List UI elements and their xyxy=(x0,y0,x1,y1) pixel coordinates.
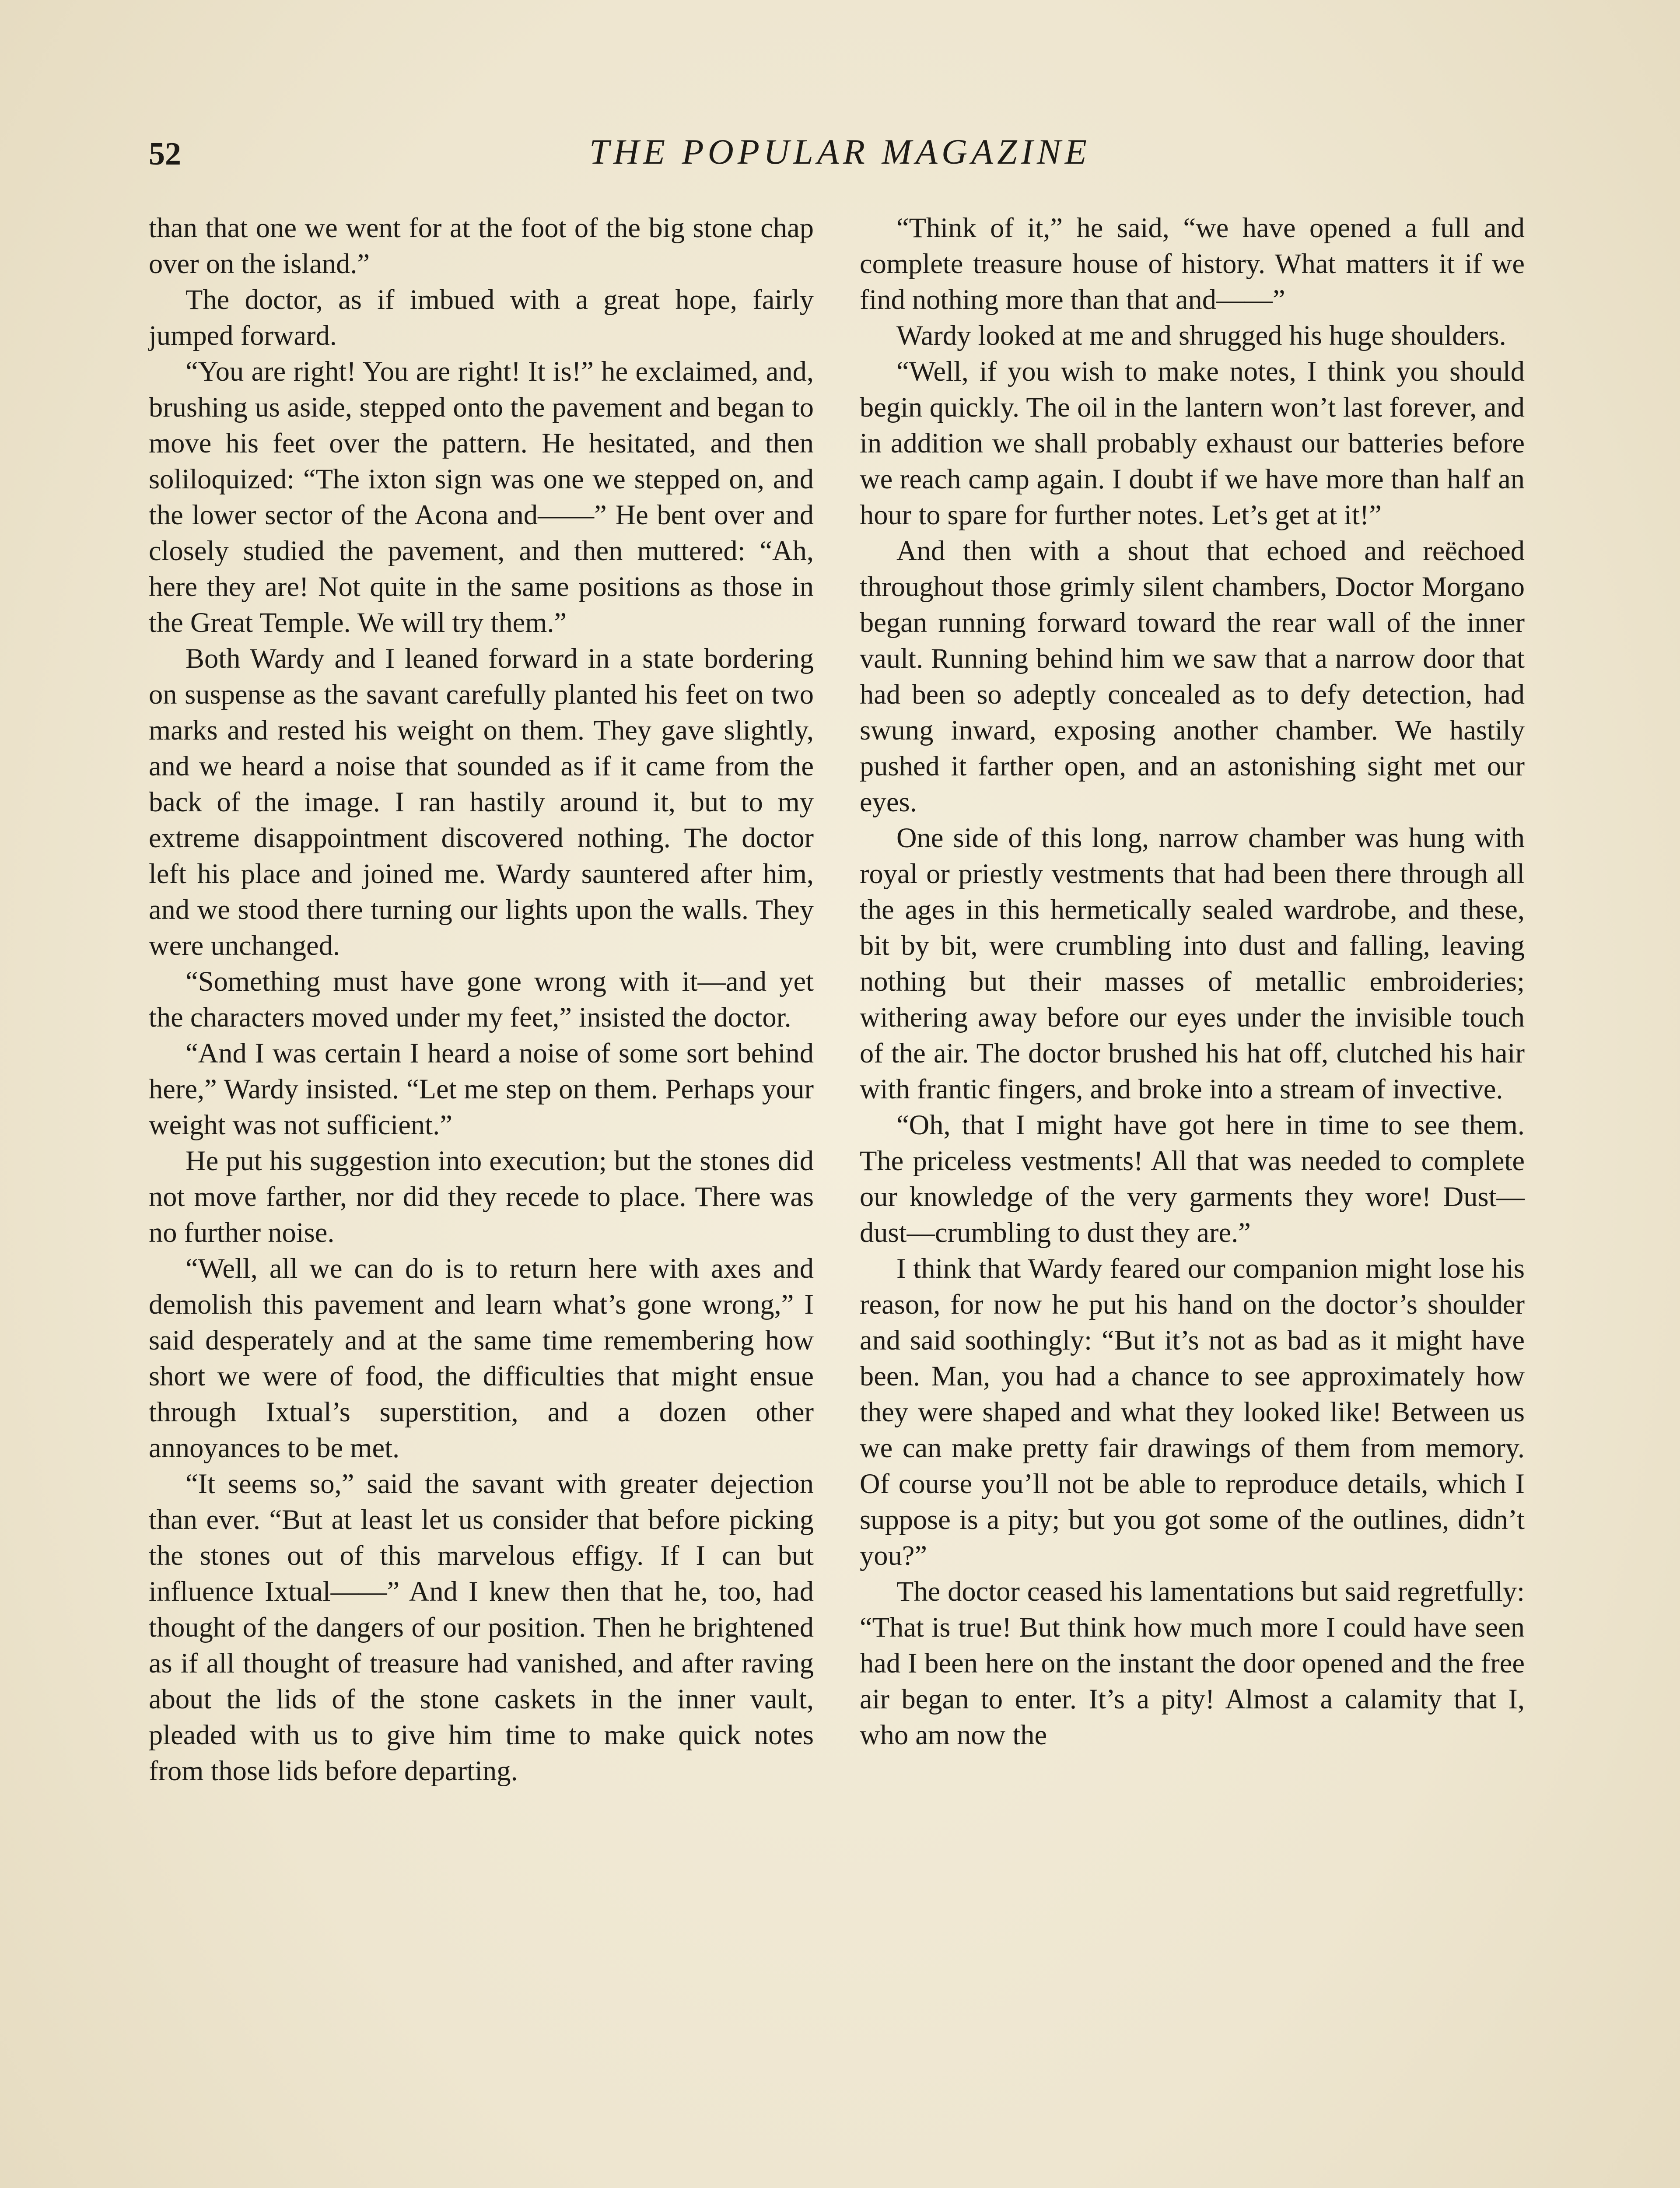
paragraph: I think that Wardy feared our companion might lose his reason, for now he put his hand on the doctor’s shoulder and said soothingly: “But it’s not as bad as it might have been. Man, you had a chance to see approximately how they were shaped and what they looked like! Between us we can make pretty fair drawings of them from memory. Of course you’ll not be able to reproduce details, which I suppose is a pity; but you got some of the outlines, didn’t you?” xyxy=(860,1253,1525,1571)
paragraph: Wardy looked at me and shrugged his huge shoulders. xyxy=(896,320,1506,351)
paragraph: “Well, if you wish to make notes, I think you should begin quickly. The oil in the lantern won’t last forever, and in addition we shall probably exhaust our batteries before we reach camp again. I doubt if we have more than half an hour to spare for further notes. Let’s get at it!” xyxy=(860,356,1525,530)
paragraph: He put his suggestion into execution; but the stones did not move farther, nor did they recede to place. There was no further noise. xyxy=(149,1145,814,1248)
paragraph: “And I was certain I heard a noise of some sort behind here,” Wardy insisted. “Let me step on them. Perhaps your weight was not sufficient.” xyxy=(149,1038,814,1140)
paragraph: “Oh, that I might have got here in time to see them. The priceless vestments! All that was needed to complete our knowledge of the very garments they wore! Dust—dust—crumbling to dust they are.” xyxy=(860,1109,1525,1248)
right-text-column xyxy=(860,210,1525,1753)
paragraph: “Something must have gone wrong with it—and yet the characters moved under my feet,” insisted the doctor. xyxy=(149,966,814,1033)
paragraph: “It seems so,” said the savant with greater dejection than ever. “But at least let us consider that before picking the stones out of this marvelous effigy. If I can but influence Ixtual——” And I knew then that he, too, had thought of the dangers of our position. Then he brightened as if all thought of treasure had vanished, and after raving about the lids of the stone caskets in the inner vault, pleaded with us to give him time to make quick notes from those lids before departing. xyxy=(149,1468,814,1786)
left-text-column xyxy=(149,210,814,1789)
paragraph: than that one we went for at the foot of the big stone chap over on the island.” xyxy=(149,212,814,279)
paragraph: Both Wardy and I leaned forward in a state bordering on suspense as the savant carefully planted his feet on two marks and rested his weight on them. They gave slightly, and we heard a noise that sounded as if it came from the back of the image. I ran hastily around it, but to my extreme disappointment discovered nothing. The doctor left his place and joined me. Wardy sauntered after him, and we stood there turning our lights upon the walls. They were unchanged. xyxy=(149,643,814,961)
paragraph: One side of this long, narrow chamber was hung with royal or priestly vestments that had been there through all the ages in this hermetically sealed wardrobe, and these, bit by bit, were crumbling into dust and falling, leaving nothing but their masses of metallic embroideries; withering away before our eyes under the invisible touch of the air. The doctor brushed his hat off, clutched his hair with frantic fingers, and broke into a stream of invective. xyxy=(860,822,1525,1105)
paragraph: The doctor, as if imbued with a great hope, fairly jumped forward. xyxy=(149,284,814,351)
paragraph: The doctor ceased his lamentations but said regretfully: “That is true! But think how much more I could have seen had I been here on the instant the door opened and the free air began to enter. It’s a pity! Almost a calamity that I, who am now the xyxy=(860,1576,1525,1750)
paragraph: “Well, all we can do is to return here with axes and demolish this pavement and learn what’s gone wrong,” I said desperately and at the same time remembering how short we were of food, the difficulties that might ensue through Ixtual’s superstition, and a dozen other annoyances to be met. xyxy=(149,1253,814,1463)
page-number: 52 xyxy=(149,136,181,172)
paragraph: “You are right! You are right! It is!” he exclaimed, and, brushing us aside, stepped onto the pavement and began to move his feet over the pattern. He hesitated, and then soliloquized: “The ixton sign was one we stepped on, and the lower sector of the Acona and——” He bent over and closely studied the pavement, and then muttered: “Ah, here they are! Not quite in the same positions as those in the Great Temple. We will try them.” xyxy=(149,356,814,638)
page-header xyxy=(149,131,1531,179)
paragraph: And then with a shout that echoed and reëchoed throughout those grimly silent chambers, Doctor Morgano began running forward toward the rear wall of the inner vault. Running behind him we saw that a narrow door that had been so adeptly concealed as to defy detection, had swung inward, exposing another chamber. We hastily pushed it farther open, and an astonishing sight met our eyes. xyxy=(860,535,1525,817)
paragraph: “Think of it,” he said, “we have opened a full and complete treasure house of history. What matters it if we find nothing more than that and——” xyxy=(860,212,1525,315)
magazine-title: THE POPULAR MAGAZINE xyxy=(589,132,1091,172)
